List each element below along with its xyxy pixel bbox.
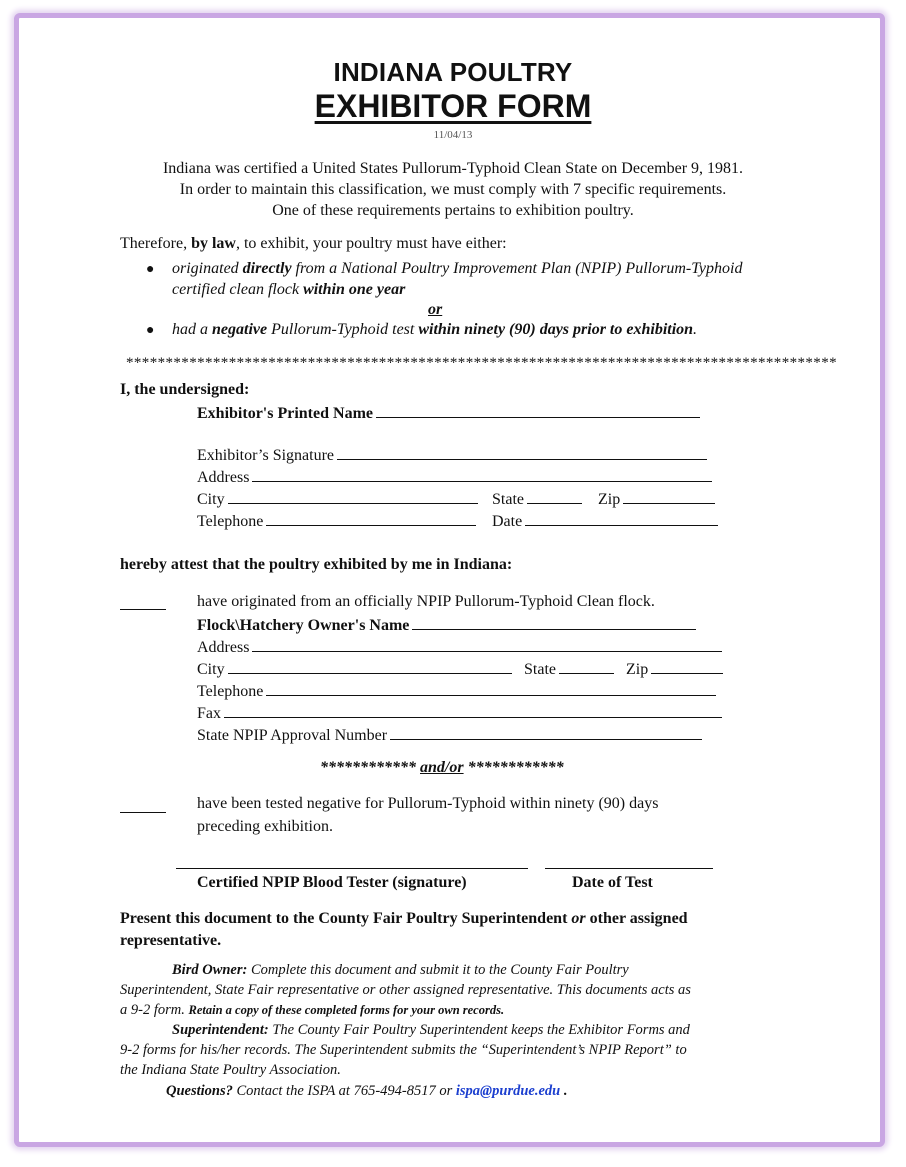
owner-city-field[interactable]: City xyxy=(197,659,512,679)
therefore-line: Therefore, by law, to exhibit, your poultry must have either: xyxy=(120,235,507,252)
signature-field[interactable]: Exhibitor’s Signature xyxy=(197,445,707,465)
owner-zip-field[interactable]: Zip xyxy=(626,659,723,679)
questions-line: Questions? Contact the ISPA at 765-494-8517 or ispa@purdue.edu . xyxy=(166,1083,568,1099)
test-date-label: Date of Test xyxy=(572,874,653,891)
owner-name-field[interactable]: Flock\Hatchery Owner's Name xyxy=(197,615,696,635)
stars-divider: ****************************************************************************************** xyxy=(126,355,837,371)
bullet-icon: ● xyxy=(146,323,155,338)
city-field[interactable]: City xyxy=(197,489,478,509)
superintendent-line-1: Superintendent: The County Fair Poultry Superintendent keeps the Exhibitor Forms and xyxy=(172,1022,690,1038)
test-date-line[interactable] xyxy=(545,868,713,869)
requirement-1-line-2: certified clean flock within one year xyxy=(172,281,406,298)
bird-owner-line-2: Superintendent, State Fair representative or other assigned representative. This documents acts as xyxy=(120,982,691,998)
requirement-1-line-1: originated directly from a National Poultry Improvement Plan (NPIP) Pullorum-Typhoid xyxy=(172,260,743,277)
owner-state-field[interactable]: State xyxy=(524,659,614,679)
superintendent-line-3: the Indiana State Poultry Association. xyxy=(120,1062,341,1078)
tester-signature-label: Certified NPIP Blood Tester (signature) xyxy=(197,874,467,891)
or-separator: or xyxy=(428,301,443,318)
intro-line-1: Indiana was certified a United States Pullorum-Typhoid Clean State on December 9, 1981. xyxy=(162,160,744,177)
present-line-2: representative. xyxy=(120,932,222,949)
npip-approval-field[interactable]: State NPIP Approval Number xyxy=(197,725,702,745)
email-link[interactable]: ispa@purdue.edu xyxy=(455,1083,561,1099)
and-or-separator: ************ and/or ************ xyxy=(320,759,564,776)
option-2-line-2: preceding exhibition. xyxy=(197,818,333,835)
bullet-icon: ● xyxy=(146,262,155,277)
attest-heading: hereby attest that the poultry exhibited by me in Indiana: xyxy=(120,556,513,573)
option-2-line-1: have been tested negative for Pullorum-Typhoid within ninety (90) days xyxy=(197,795,659,812)
owner-fax-field[interactable]: Fax xyxy=(197,703,722,723)
form-date: 11/04/13 xyxy=(433,129,473,141)
tester-signature-line[interactable] xyxy=(176,868,528,869)
owner-telephone-field[interactable]: Telephone xyxy=(197,681,716,701)
intro-line-3: One of these requirements pertains to exhibition poultry. xyxy=(272,202,634,219)
option-1-text: have originated from an officially NPIP Pullorum-Typhoid Clean flock. xyxy=(197,593,655,610)
printed-name-field[interactable]: Exhibitor's Printed Name xyxy=(197,403,700,423)
option-1-checkline[interactable] xyxy=(120,609,166,610)
date-field[interactable]: Date xyxy=(492,511,718,531)
requirement-2: had a negative Pullorum-Typhoid test within ninety (90) days prior to exhibition. xyxy=(172,321,698,338)
superintendent-line-2: 9-2 forms for his/her records. The Superintendent submits the “Superintendent’s NPIP Report” to xyxy=(120,1042,687,1058)
title-line-2: EXHIBITOR FORM xyxy=(314,88,592,124)
telephone-field[interactable]: Telephone xyxy=(197,511,476,531)
state-field[interactable]: State xyxy=(492,489,582,509)
zip-field[interactable]: Zip xyxy=(598,489,715,509)
option-2-checkline[interactable] xyxy=(120,812,166,813)
intro-line-2: In order to maintain this classification, we must comply with 7 specific requirements. xyxy=(179,181,727,198)
title-line-1: INDIANA POULTRY xyxy=(333,57,573,87)
bird-owner-line-3: a 9-2 form. Retain a copy of these completed forms for your own records. xyxy=(120,1002,505,1018)
address-field[interactable]: Address xyxy=(197,467,712,487)
present-line-1: Present this document to the County Fair Poultry Superintendent or other assigned xyxy=(120,910,688,927)
owner-address-field[interactable]: Address xyxy=(197,637,722,657)
bird-owner-line-1: Bird Owner: Complete this document and submit it to the County Fair Poultry xyxy=(172,962,629,978)
undersigned-heading: I, the undersigned: xyxy=(120,381,250,398)
